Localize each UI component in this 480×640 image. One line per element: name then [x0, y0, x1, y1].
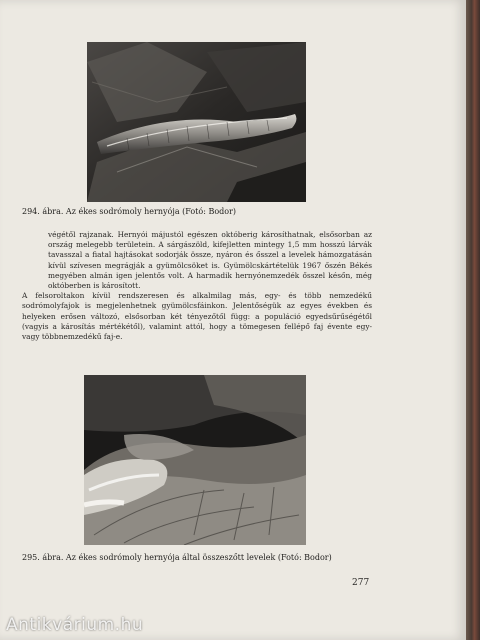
book-spine	[466, 0, 480, 640]
figure-294-caption: 294. ábra. Az ékes sodrómoly hernyója (Fotó: Bodor)	[22, 207, 237, 216]
watermark: Antikvárium.hu	[6, 615, 144, 635]
caterpillar-photo	[87, 42, 306, 202]
page-number: 277	[352, 578, 370, 588]
paragraph-1: végétől rajzanak. Hernyói májustól egészen októberig károsíthatnak, elsősorban az ország melegebb területein. A sárgászöld, kifejletten mintegy 1,5 mm hosszú lárvák tavasszal a fiatal hajtásokat sodorják össze, nyáron és ősszel a levelek hámozgatásán kívül szívesen megrágják a gyümölcsöket is. Gyümölcskártételük 1967 őszén Békés megyében almán igen jelentős volt. A harmadik hernyónemzedék ősszel későn, még októberben is károsított.	[48, 230, 372, 291]
rolled-leaves-photo	[84, 375, 306, 545]
paragraph-2: A felsoroltakon kívül rendszeresen és alkalmilag más, egy- és több nemzedékű sodrómolyfajok is megjelenhetnek gyümölcsfáinkon. Jelentőségük az egyes években és helyeken erősen változó, elsősorban két tényezőtől függ: a populáció egyedsűrűségétől (vagyis a károsítás mértékétől), valamint attól, hogy a tömegesen fellépő faj évente egy- vagy többnemzedékű faj-e.	[22, 291, 372, 342]
body-text	[22, 230, 372, 342]
figure-295-caption: 295. ábra. Az ékes sodrómoly hernyója által összeszőtt levelek (Fotó: Bodor)	[22, 553, 332, 562]
